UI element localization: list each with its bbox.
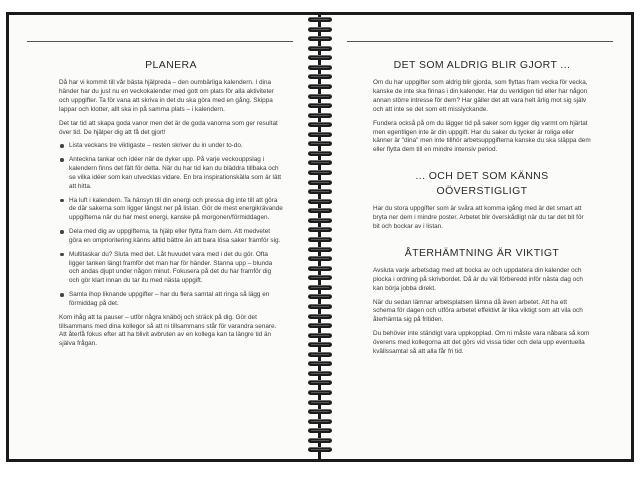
spiral-coil (308, 55, 332, 60)
paragraph: När du sedan lämnar arbetsplatsen lämna då även arbetet. Att ha ett schema för dagen och utföra arbetet effektivt är lika viktigt som att vila och återhämta sig på fritiden. (373, 298, 583, 324)
tips-list (59, 142, 283, 308)
spiral-coil (308, 189, 332, 194)
spiral-coil (308, 199, 332, 204)
top-rule (347, 41, 613, 42)
spiral-coil (308, 438, 332, 443)
spiral-coil (308, 74, 332, 79)
spiral-coil (308, 122, 332, 127)
paragraph: Det tar tid att skapa goda vanor men det är de goda vanorna som ger resultat över tid. De hjälper dig att få det gjort! (59, 119, 278, 136)
spiral-coil (308, 333, 332, 338)
spiral-coil (308, 36, 332, 41)
spiral-coil (308, 428, 332, 433)
spiral-coil (308, 227, 332, 232)
spiral-coil (308, 314, 332, 319)
spiral-coil (308, 390, 332, 395)
list-item (69, 156, 283, 191)
spiral-coil (308, 84, 332, 89)
spiral-coil (308, 151, 332, 156)
list-item (69, 197, 283, 223)
paragraph: Kom ihåg att ta pauser – utför några knäböj och sträck på dig. Gör det tillsammans med dina kollegor så att ni tillsammans står för varandra senare. Att återfå fokus efter att ha blivit avbruten av en kollega kan ta längre tid än själva frågan. (59, 313, 277, 348)
bullet-icon (60, 158, 64, 162)
spiral-coil (308, 409, 332, 414)
spiral-coil (308, 400, 332, 405)
paragraph: Avsluta varje arbetsdag med att bocka av och uppdatera din kalender och plocka i ordning på skrivbordet. Då är du väl förberedd inför nästa dag och kan börja jobba direkt. (373, 267, 583, 292)
spiral-coil (308, 361, 332, 366)
spiral-coil (308, 285, 332, 290)
spiral-coil (308, 208, 332, 213)
spiral-coil (308, 237, 332, 242)
spiral-coil (308, 141, 332, 146)
spiral-coil (308, 170, 332, 175)
spiral-coil (308, 180, 332, 185)
list-item-text: Ha luft i kalendern. Ta hänsyn till din energi och pressa dig inte till att göra de där sakerna som ligger längst ner på listan. Gör de mest energikrävande uppgifterna när du har mest energi, kanske på morgonen/förmiddagen. (69, 196, 283, 222)
heading-det-som-aldrig-blir-gjort: DET SOM ALDRIG BLIR GJORT ... (393, 59, 571, 71)
top-rule (27, 41, 293, 42)
spiral-coil (308, 65, 332, 70)
spiral-coil (308, 380, 332, 385)
paragraph: Du behöver inte ständigt vara uppkopplad. Om ni måste vara nåbara så kom överens med kollegorna att det görs vid vissa tider och dela upp eventuella kvällssamtal så att alla får fri tid. (373, 330, 590, 355)
spiral-coil (308, 323, 332, 328)
spiral-coil (308, 132, 332, 137)
spiral-coil (308, 275, 332, 280)
list-item (69, 142, 283, 151)
bullet-icon (60, 199, 64, 203)
paragraph: Fundera också på om du lägger tid på saker som ligger dig varmt om hjärtat men egentligen inte är din uppgift. Har du saker du tycker är roliga eller känner är "dina" men inte tillhör arbetsuppgifterna kanske du ska släppa dem eller flytta dem till en mindre intensiv period. (373, 119, 591, 154)
list-item-text: Lista veckans tre viktigaste – resten skriver du in under to-do. (69, 142, 243, 150)
spiral-coil (308, 103, 332, 108)
heading-overstigligt: ... OCH DET SOM KÄNNS OÖVERSTIGLIGT (415, 170, 549, 197)
spiral-coil (308, 17, 332, 22)
paragraph: Då har vi kommit till vår bästa hjälpreda – den oumbärliga kalendern. I dina händer har du just nu en veckokalender med gott om plats för alla aktiviteter och uppgifter. Ta för vana att skriva in det du ska göra med en gång. Skippa lappar och klotter, allt ska in på samma plats – i kalendern. (59, 79, 274, 113)
bullet-icon (60, 230, 64, 234)
paragraph: Om du har uppgifter som aldrig blir gjorda, som flyttas fram vecka för vecka, kanske de inte ska finnas i din kalender. Har du verkligen tid eller har någon annan större intresse för dem? Har gäller det att vara helt ärlig mot sig själv och att inte se det som ett misslyckande. (373, 79, 588, 113)
left-page (6, 12, 322, 462)
spiral-coil (308, 266, 332, 271)
heading-planera: PLANERA (145, 59, 197, 71)
paragraph: Har du stora uppgifter som är svåra att komma igång med är det smart att bryta ner dem i mindre poster. Arbetet blir överskådligt när du tar det bit för bit och bockar av i listan. (373, 205, 584, 230)
spiral-coil (308, 160, 332, 165)
spiral-coil (308, 247, 332, 252)
spiral-coil (308, 46, 332, 51)
spiral-coil (308, 342, 332, 347)
spiral-coil (308, 371, 332, 376)
spiral-coil (308, 294, 332, 299)
list-item-text: Anteckna tankar och idéer när de dyker upp. På varje veckouppslag i kalendern finns det fält för detta. När du har tid kan du bläddra tillbaka och se vilka idéer som kan utvecklas vidare. En bra inspirationskälla som är lätt att hitta. (69, 156, 282, 190)
spiral-coil (308, 113, 332, 118)
spiral-coil (308, 447, 332, 452)
spiral-coil (308, 419, 332, 424)
list-item-text: Dela med dig av uppgifterna, ta hjälp eller flytta fram dem. Att medvetet göra en omprioritering känns alltid bättre än att bara lösa saker framför sig. (69, 228, 281, 244)
list-item (69, 251, 283, 286)
bullet-icon (60, 293, 64, 297)
right-page-content (373, 51, 591, 362)
spiral-coil (308, 304, 332, 309)
heading-aterhamtning: ÅTERHÄMTNING ÄR VIKTIGT (404, 246, 560, 259)
list-item (69, 228, 283, 246)
spiral-binding (308, 14, 334, 460)
list-item-text: Samla ihop liknande uppgifter – har du flera samtal att ringa så lägg en förmiddag på det. (69, 291, 270, 307)
list-item (69, 291, 283, 309)
bullet-icon (60, 253, 64, 257)
spiral-coil (308, 352, 332, 357)
spiral-coil (308, 27, 332, 32)
list-item-text: Multitaskar du? Sluta med det. Låt huvudet vara med i det du gör. Ofta ligger tanken längt framför det man har för händer. Stanna upp – blunda och andas djupt under någon minut. Fokusera på det du har framför dig och gör klart innan du tar itu med nästa uppgift. (69, 250, 273, 285)
right-page (318, 12, 634, 462)
left-page-content (59, 51, 283, 354)
spiral-coil (308, 94, 332, 99)
spiral-coil (308, 218, 332, 223)
spiral-coil (308, 256, 332, 261)
bullet-icon (60, 144, 64, 148)
